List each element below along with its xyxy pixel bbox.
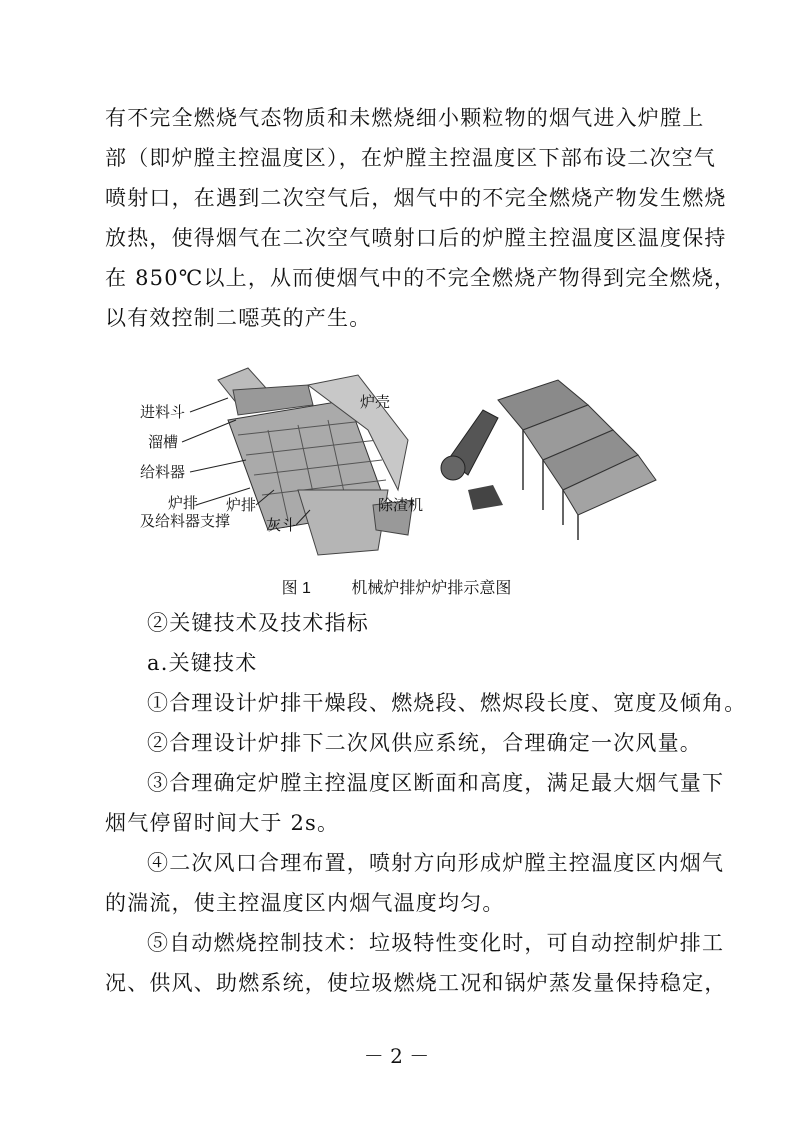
caption-number: 图 1 bbox=[281, 580, 311, 597]
intro-paragraph bbox=[105, 98, 737, 338]
list-item: ②合理设计炉排下二次风供应系统，合理确定一次风量。 bbox=[147, 731, 702, 755]
text-line: 喷射口，在遇到二次空气后，烟气中的不完全燃烧产物发生燃烧 bbox=[105, 186, 727, 210]
list-item: ③合理确定炉膛主控温度区断面和高度，满足最大烟气量下 bbox=[147, 771, 725, 795]
label-ash-hopper: 灰斗 bbox=[266, 516, 297, 534]
label-hopper: 进料斗 bbox=[140, 403, 186, 421]
text-line: 的湍流，使主控温度区内烟气温度均匀。 bbox=[105, 891, 505, 915]
text-line: 况、供风、助燃系统，使垃圾燃烧工况和锅炉蒸发量保持稳定， bbox=[105, 971, 727, 995]
list-item: ⑤自动燃烧控制技术：垃圾特性变化时，可自动控制炉排工 bbox=[147, 931, 725, 955]
list-item: ④二次风口合理布置，喷射方向形成炉膛主控温度区内烟气 bbox=[147, 851, 725, 875]
text-line: 烟气停留时间大于 2s。 bbox=[105, 811, 340, 835]
label-support: 及给料器支撑 bbox=[140, 512, 231, 530]
text-line: 在 850℃以上，从而使烟气中的不完全燃烧产物得到完全燃烧， bbox=[105, 266, 737, 290]
list-item: ①合理设计炉排干燥段、燃烧段、燃烬段长度、宽度及倾角。 bbox=[147, 691, 747, 715]
text-line: 部（即炉膛主控温度区），在炉膛主控温度区下部布设二次空气 bbox=[105, 146, 717, 170]
subsection-heading: a.关键技术 bbox=[147, 651, 258, 675]
grate-diagram bbox=[138, 360, 658, 570]
grate-figure bbox=[138, 360, 658, 570]
label-furnace-shell: 炉壳 bbox=[360, 393, 391, 411]
label-grate-left: 炉排 bbox=[168, 494, 199, 512]
caption-title: 机械炉排炉炉排示意图 bbox=[351, 580, 512, 597]
text-line: 有不完全燃烧气态物质和未燃烧细小颗粒物的烟气进入炉膛上 bbox=[105, 106, 705, 130]
section-heading: ②关键技术及技术指标 bbox=[147, 611, 369, 635]
page-number: － 2 － bbox=[363, 1044, 430, 1068]
body-section bbox=[105, 603, 747, 1003]
label-chute: 溜槽 bbox=[148, 433, 179, 451]
label-feeder: 给料器 bbox=[140, 463, 186, 481]
label-slag-remover: 除渣机 bbox=[378, 496, 424, 514]
figure-caption bbox=[0, 575, 793, 598]
label-grate-right: 炉排 bbox=[226, 496, 257, 514]
grate-assembly-illustration bbox=[441, 380, 656, 540]
text-line: 以有效控制二噁英的产生。 bbox=[105, 306, 372, 330]
text-line: 放热，使得烟气在二次空气喷射口后的炉膛主控温度区温度保持 bbox=[105, 226, 727, 250]
